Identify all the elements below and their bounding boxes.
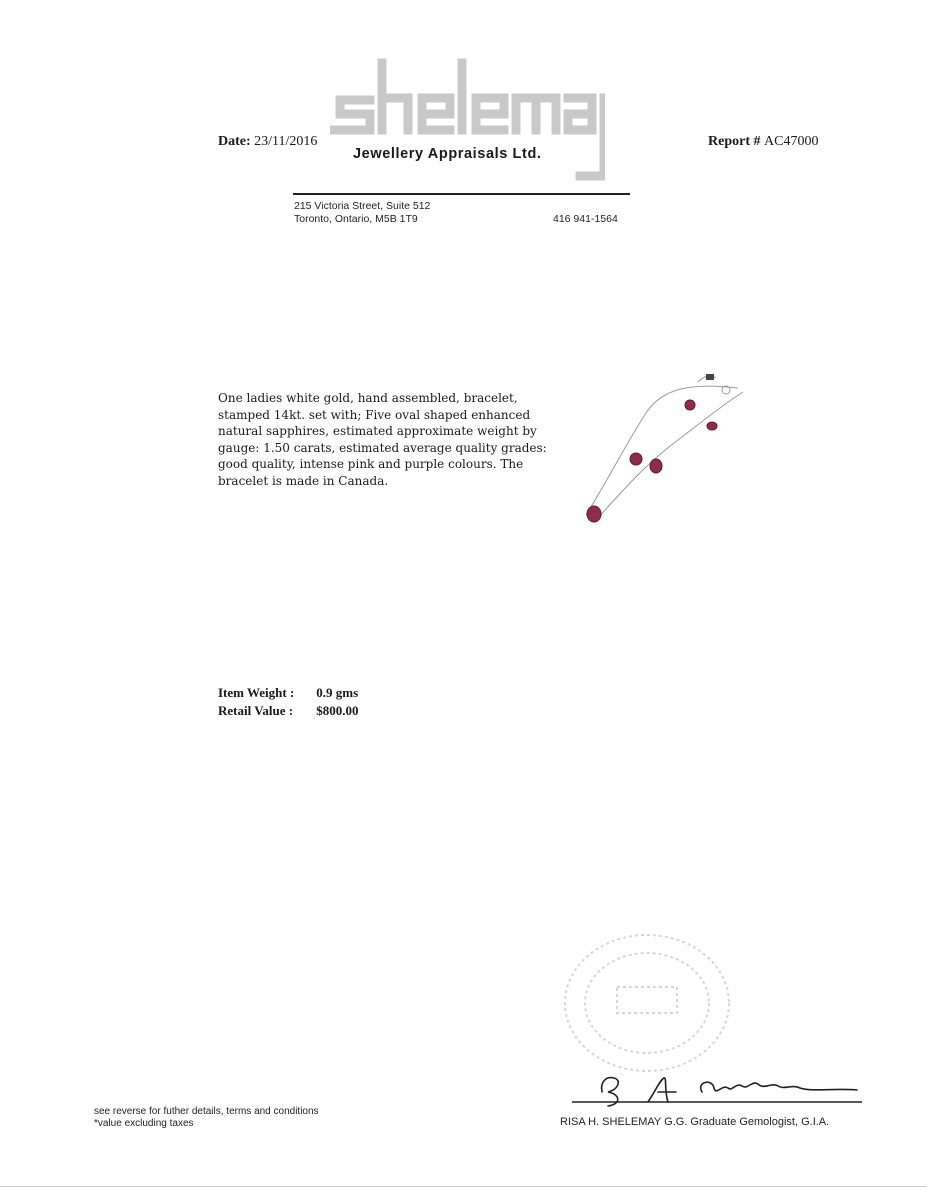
item-weight-row — [218, 684, 359, 702]
report-label: Report # — [708, 134, 761, 149]
report-number — [708, 134, 818, 150]
date-label: Date: — [218, 134, 251, 149]
footer-notes — [94, 1106, 319, 1130]
company-name: Jewellery Appraisals Ltd. — [353, 146, 542, 162]
report-value: AC47000 — [764, 134, 819, 149]
appraiser-signature — [572, 1062, 862, 1110]
company-logo — [330, 58, 605, 183]
date-value: 23/11/2016 — [254, 134, 318, 149]
address-line-2: Toronto, Ontario, M5B 1T9 — [294, 213, 418, 225]
retail-value-row — [218, 702, 359, 720]
appraisal-values — [218, 684, 359, 720]
bracelet-photo — [578, 370, 750, 530]
letterhead-divider — [293, 193, 630, 195]
report-date — [218, 134, 317, 150]
terms-note: see reverse for futher details, terms and conditions — [94, 1106, 319, 1117]
address-line-1: 215 Victoria Street, Suite 512 — [294, 200, 431, 212]
scan-edge-line — [0, 1186, 927, 1187]
appraiser-name: RISA H. SHELEMAY — [560, 1116, 662, 1128]
item-description: One ladies white gold, hand assembled, bracelet, stamped 14kt. set with; Five oval shaped enhanced natural sapphires, estimated approximate weight by gauge: 1.50 carats, estimated average quality grades: good quality, intense pink and purple colours. The bracelet is made in Canada. — [218, 391, 547, 488]
company-phone: 416 941-1564 — [553, 213, 618, 225]
appraiser-credentials — [560, 1116, 829, 1128]
item-weight-value: 0.9 gms — [316, 685, 359, 700]
item-weight-label: Item Weight : — [218, 685, 295, 700]
embossed-seal — [552, 925, 742, 1075]
appraiser-title: G.G. Graduate Gemologist, G.I.A. — [664, 1116, 830, 1128]
retail-value-value: $800.00 — [316, 703, 359, 718]
company-address — [294, 200, 430, 226]
tax-note: *value excluding taxes — [94, 1118, 194, 1129]
retail-value-label: Retail Value : — [218, 703, 294, 718]
